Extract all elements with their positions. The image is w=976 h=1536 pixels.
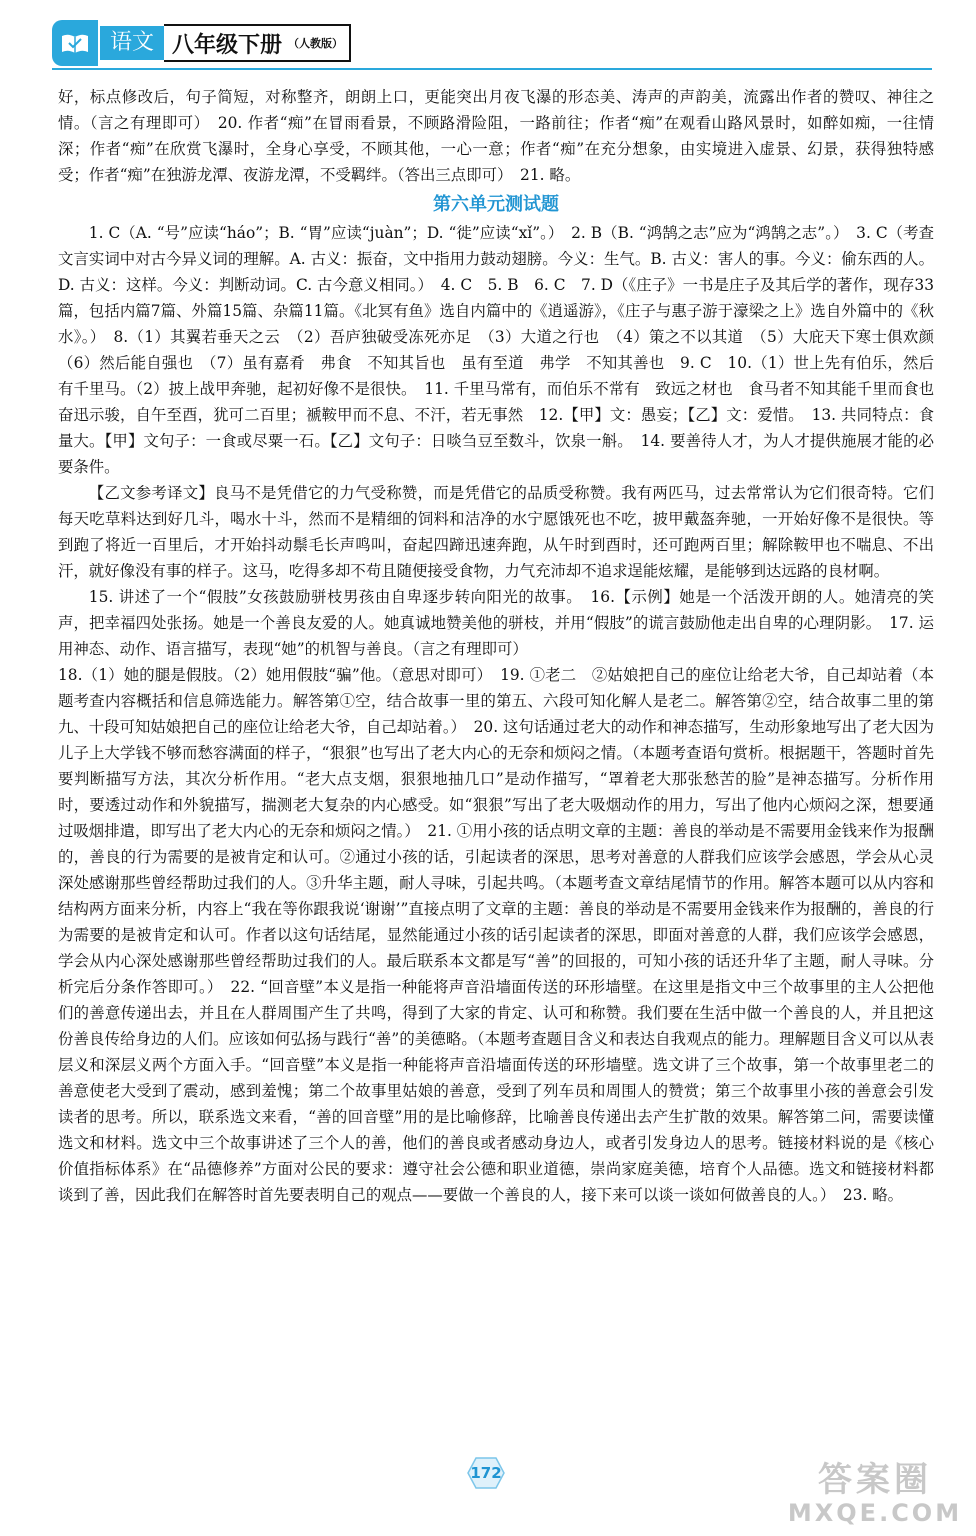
answers-paragraph-2: 15. 讲述了一个“假肢”女孩鼓励骈枝男孩由自卑逐步转向阳光的故事。 16.【示例】她是一个活泼开朗的人。她清亮的笑声，把幸福四处张扬。她是一个善良友爱的人。她真诚地赞美他的骈枝，并用“假肢”的谎言鼓励他走出自卑的心理阴影。 17. 运用神态、动作、语言描写，表现“她”的机智与善良。（言之有理即可） — [58, 588, 934, 658]
header-divider — [52, 68, 932, 70]
book-icon — [52, 20, 98, 66]
intro-paragraph: 好，标点修改后，句子简短，对称整齐，朗朗上口，更能突出月夜飞瀑的形态美、涛声的声韵美，流露出作者的赞叹、神往之情。（言之有理即可） 20. 作者“痴”在冒雨看景，不顾路滑险阻，一路前往；作者“痴”在观看山路风景时，如醉如痴，一往情深；作者“痴”在欣赏飞瀑时，全身心享受，不顾其他，一心一意；作者“痴”在充分想象，由实境进入虚景、幻景，获得独特感受；作者“痴”在独游龙潭、夜游龙潭，不受羁绊。（答出三点即可） 21. 略。 — [58, 88, 934, 184]
watermark — [780, 1460, 970, 1530]
page-number — [466, 1456, 506, 1490]
page-header — [52, 20, 351, 66]
watermark-url: MXQE.COM — [787, 1499, 963, 1527]
watermark-logo: 答案圈 — [818, 1460, 932, 1500]
grade-label: 八年级下册 — [172, 32, 283, 58]
subject-label: 语文 — [100, 26, 164, 60]
grade-box — [164, 24, 351, 62]
edition-label: （人教版） — [288, 37, 344, 50]
section-title: 第六单元测试题 — [433, 194, 559, 215]
answers-paragraph-1: 1. C（A. “号”应读“háo”；B. “胃”应读“juàn”；D. “徙”应读“xǐ”。） 2. B（B. “鸿鹄之志”应为“鸿鹄之志”。） 3. C（考查文言实词中对古今异义词的理解。A. 古义：振奋，文中指用力鼓动翅膀。今义：生气。B. 古义：害人的事。今义：偷东西的人。D. 古义：这样。今义：判断动词。C. 古今意义相同。） 4. C 5. B 6. C 7. D（《庄子》一书是庄子及其后学的著作，现存33篇，包括内篇7篇、外篇15篇、杂篇11篇。《北冥有鱼》选自内篇中的《逍遥游》，《庄子与惠子游于濠梁之上》选自外篇中的《秋水》。） 8.（1）其翼若垂天之云 （2）吾庐独破受冻死亦足 （3）大道之行也 （4）策之不以其道 （5）大庇天下寒士俱欢颜 （6）然后能自强也 （7）虽有嘉肴 弗食 不知其旨也 虽有至道 弗学 不知其善也 9. C 10.（1）世上先有伯乐，然后有千里马。（2）披上战甲奔驰，起初好像不是很快。 11. 千里马常有，而伯乐不常有 致远之材也 食马者不知其能千里而食也 奋迅示骏，自午至酉，犹可二百里；褫鞍甲而不息、不汗，若无事然 12.【甲】文：愚妄；【乙】文：爱惜。 13. 共同特点：食量大。【甲】文句子：一食或尽粟一石。【乙】文句子：日啖刍豆至数斗，饮泉一斛。 14. 要善待人才，为人才提供施展才能的必要条件。 — [58, 224, 950, 476]
answer-content — [58, 84, 950, 1208]
answers-paragraph-3: 18.（1）她的腿是假肢。（2）她用假肢“骗”他。（意思对即可） 19. ①老二 ②姑娘把自己的座位让给老大爷，自己却站着（本题考查内容概括和信息筛选能力。解答第①空，结合故事一里的第五、六段可知化解人是老二。解答第②空，结合故事二里的第九、十段可知姑娘把自己的座位让给老大爷，自己却站着。） 20. 这句话通过老大的动作和神态描写，生动形象地写出了老大因为儿子上大学钱不够而愁容满面的样子，“狠狠”也写出了老大内心的无奈和烦闷之情。（本题考查语句赏析。根据题干，答题时首先要判断描写方法，其次分析作用。“老大点支烟，狠狠地抽几口”是动作描写，“罩着老大那张愁苦的脸”是神态描写。分析作用时，要透过动作和外貌描写，揣测老大复杂的内心感受。如“狠狠”写出了老大吸烟动作的用力，写出了他内心烦闷之深，想要通过吸烟排遣，即写出了老大内心的无奈和烦闷之情。） 21. ①用小孩的话点明文章的主题：善良的举动是不需要用金钱来作为报酬的，善良的行为需要的是被肯定和认可。②通过小孩的话，引起读者的深思，思考对善意的人群我们应该学会感恩，学会从心灵深处感谢那些曾经帮助过我们的人。③升华主题，耐人寻味，引起共鸣。（本题考查文章结尾情节的作用。解答本题可以从内容和结构两方面来分析，内容上“我在等你跟我说‘谢谢’”直接点明了文章的主题：善良的举动是不需要用金钱来作为报酬的，善良的行为需要的是被肯定和认可。作者以这句话结尾，显然能通过小孩的话引起读者的深思，即面对善意的人群，我们应该学会感恩，学会从内心深处感谢那些曾经帮助过我们的人。最后联系本文都是写“善”的回报的，可知小孩的话还升华了主题，耐人寻味。分析完后分条作答即可。） 22. “回音壁”本义是指一种能将声音沿墙面传送的环形墙壁。在这里是指文中三个故事里的主人公把他们的善意传递出去，并且在人群周围产生了共鸣，得到了大家的肯定、认可和称赞。我们要在生活中做一个善良的人，并且把这份善良传给身边的人们。应该如何弘扬与践行“善”的美德略。（本题考查题目含义和表达自我观点的能力。理解题目含义可以从表层义和深层义两个方面入手。“回音壁”本义是指一种能将声音沿墙面传送的环形墙壁。选文讲了三个故事，第一个故事里老二的善意使老大受到了震动，感到羞愧；第二个故事里姑娘的善意，受到了列车员和周围人的赞赏；第三个故事里小孩的善意会引发读者的思考。所以，联系选文来看，“善的回音壁”用的是比喻修辞，比喻善良传递出去产生扩散的效果。解答第二问，需要读懂选文和材料。选文中三个故事讲述了三个人的善，他们的善良或者感动身边人，或者引发身边人的思考。链接材料说的是《核心价值指标体系》在“品德修养”方面对公民的要求：遵守社会公德和职业道德，崇尚家庭美德，培育个人品德。选文和链接材料都谈到了善，因此我们在解答时首先要表明自己的观点——要做一个善良的人，接下来可以谈一谈如何做善良的人。） 23. 略。 — [58, 666, 934, 1204]
page-number-text: 172 — [470, 1464, 502, 1482]
translation-paragraph: 【乙文参考译文】良马不是凭借它的力气受称赞，而是凭借它的品质受称赞。我有两匹马，过去常常认为它们很奇特。它们每天吃草料达到好几斗，喝水十斗，然而不是精细的饲料和洁净的水宁愿饿死也不吃，披甲戴盔奔驰，一开始好像不是很快。等到跑了将近一百里后，才开始抖动鬃毛长声鸣叫，奋起四蹄迅速奔跑，从午时到酉时，还可跑两百里；解除鞍甲也不喘息、不出汗，就好像没有事的样子。这马，吃得多却不苟且随便接受食物，力气充沛却不追求逞能炫耀，是能够到达远路的良材啊。 — [58, 484, 934, 580]
